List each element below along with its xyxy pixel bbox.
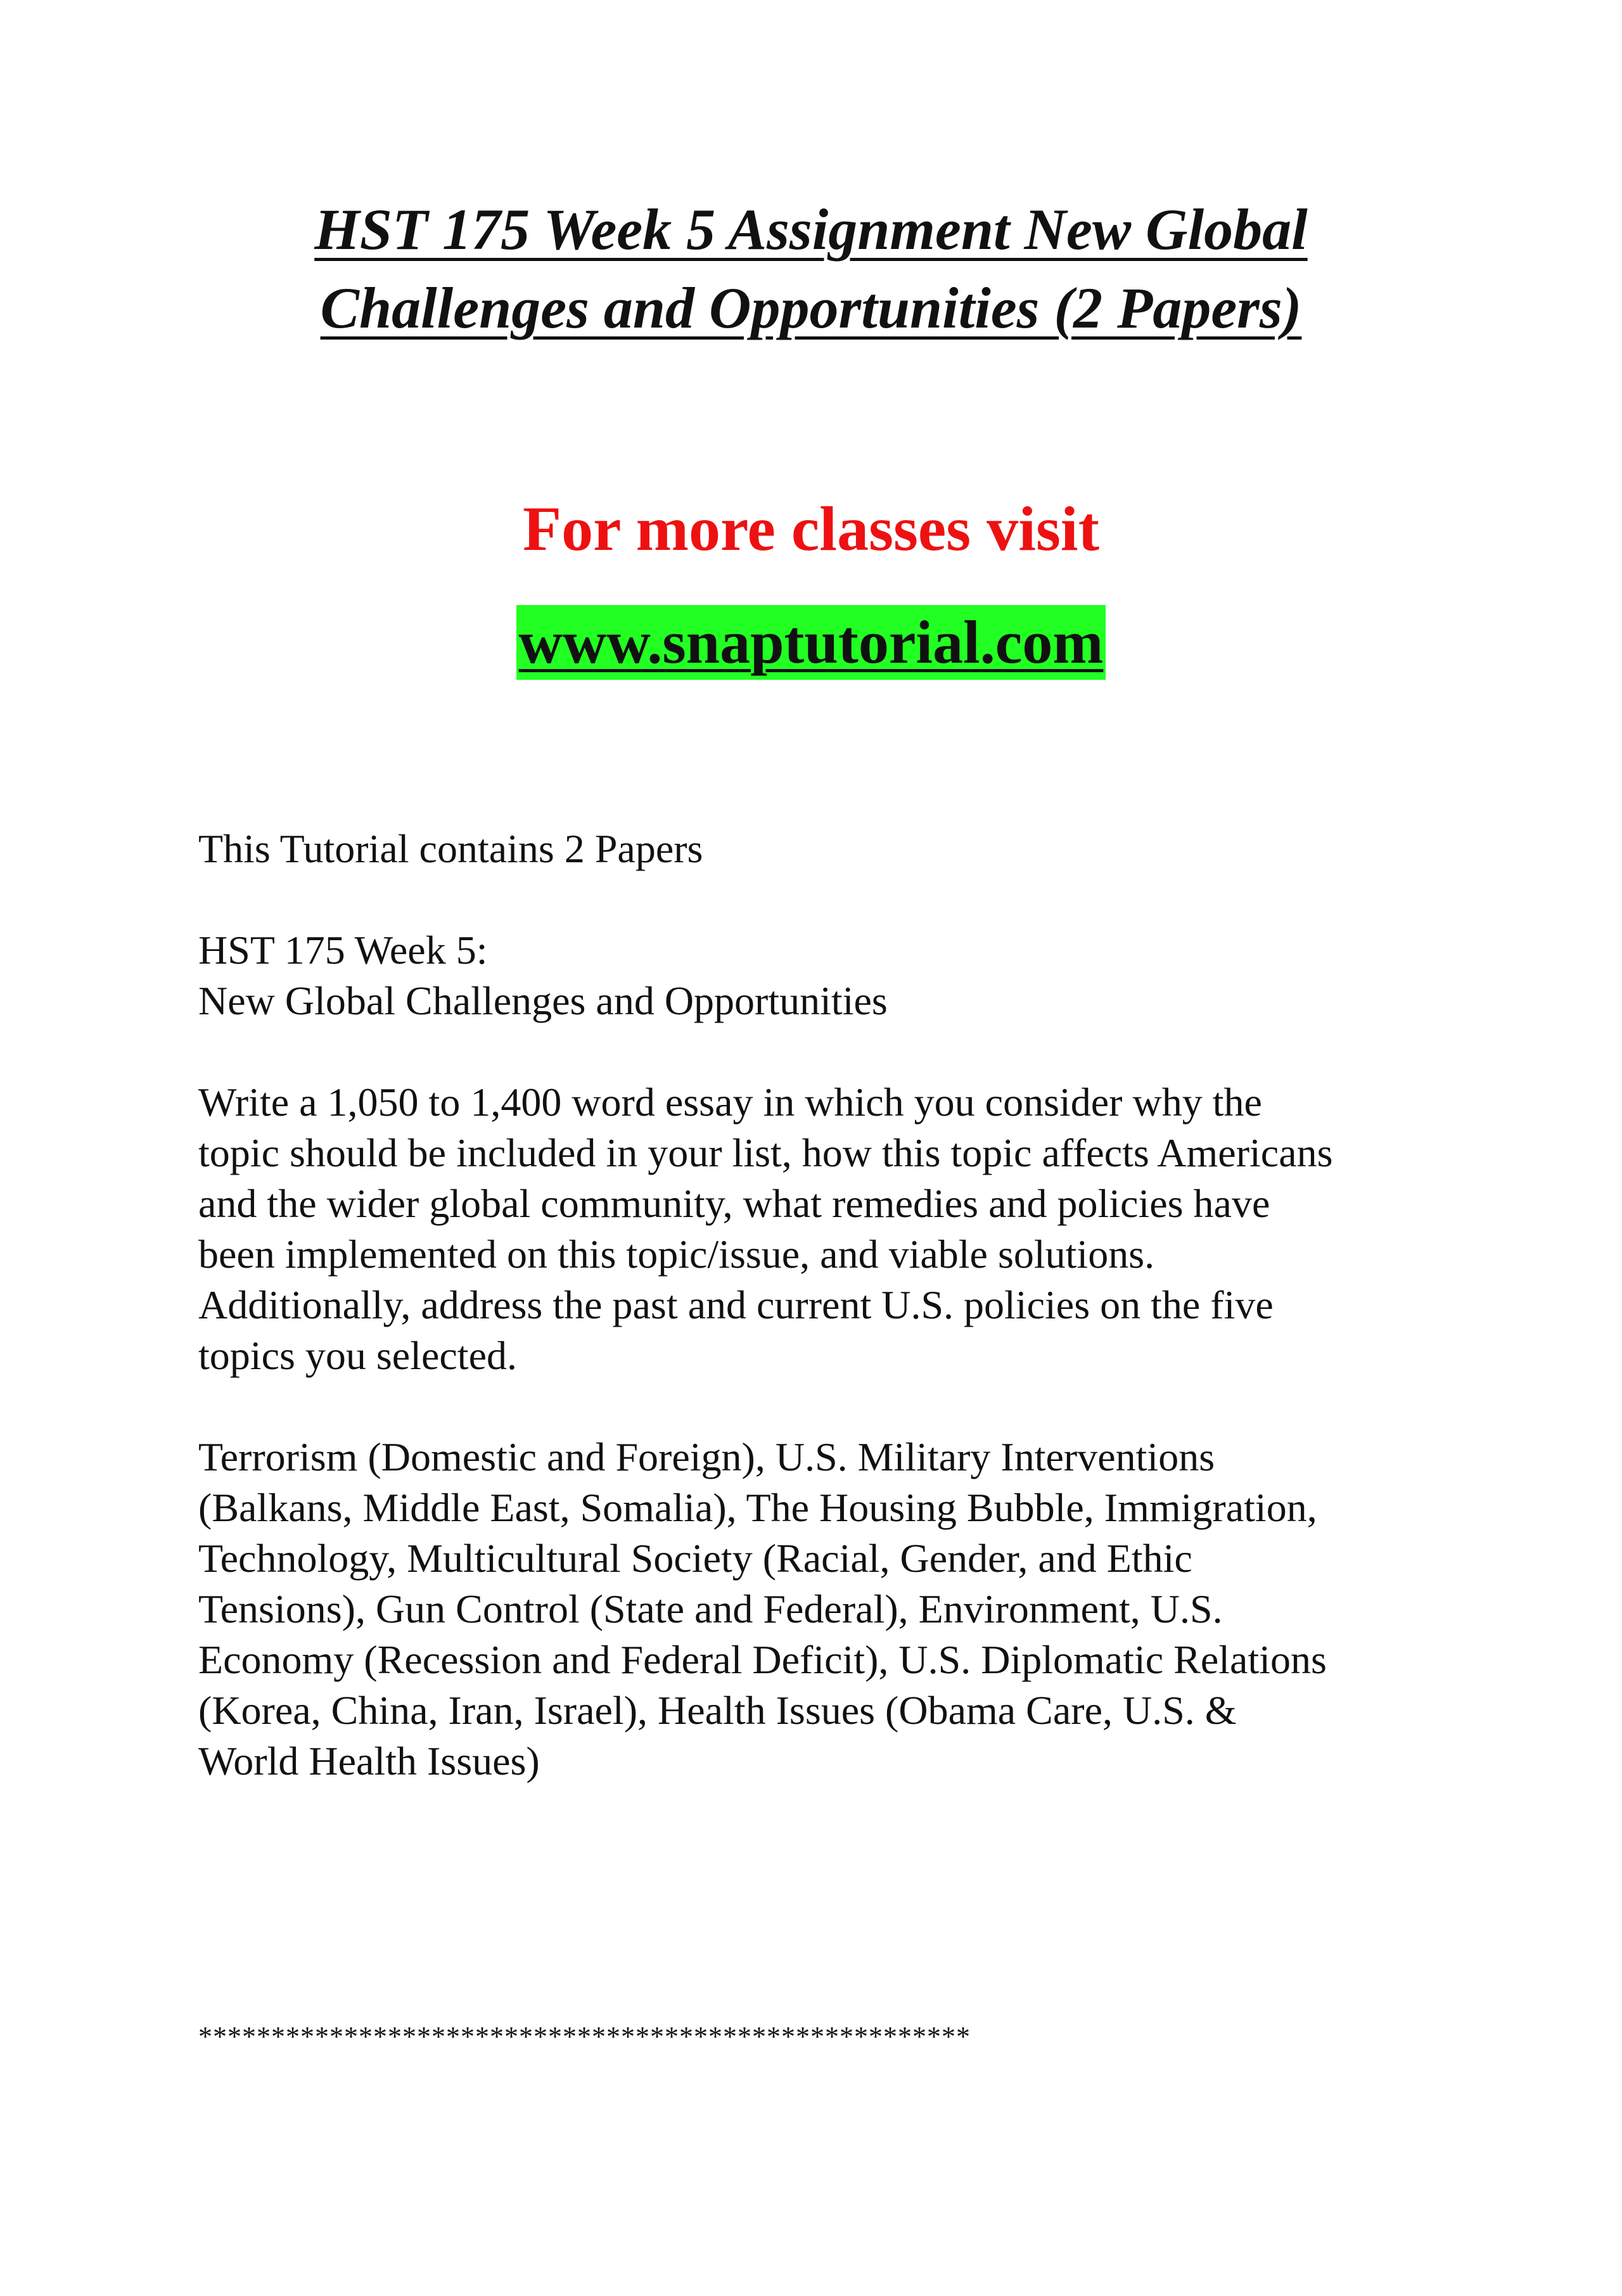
topics-line: Tensions), Gun Control (State and Federal), Environment, U.S.	[198, 1586, 1223, 1631]
document-title	[127, 190, 1495, 347]
title-line-2: Challenges and Opportunities (2 Papers)	[320, 276, 1302, 340]
topics-line: Technology, Multicultural Society (Racial, Gender, and Ethic	[198, 1536, 1192, 1581]
instructions-line: topic should be included in your list, how this topic affects Americans	[198, 1130, 1333, 1175]
topics-paragraph	[198, 1432, 1453, 1787]
promo-link-container	[127, 605, 1495, 680]
website-link[interactable]: www.snaptutorial.com	[516, 605, 1106, 680]
separator-line: *****************************************************	[198, 2021, 971, 2052]
heading-line-1: HST 175 Week 5:	[198, 928, 488, 973]
document-body	[198, 824, 1453, 1837]
topics-line: Terrorism (Domestic and Foreign), U.S. Military Interventions	[198, 1434, 1215, 1479]
instructions-paragraph	[198, 1077, 1453, 1381]
topics-line: World Health Issues)	[198, 1738, 540, 1783]
title-line-1: HST 175 Week 5 Assignment New Global	[314, 197, 1308, 262]
instructions-line: been implemented on this topic/issue, and viable solutions.	[198, 1232, 1155, 1277]
topics-line: (Korea, China, Iran, Israel), Health Issues (Obama Care, U.S. &	[198, 1688, 1237, 1733]
promo-text: For more classes visit	[522, 494, 1099, 564]
instructions-line: topics you selected.	[198, 1333, 517, 1378]
heading-line-2: New Global Challenges and Opportunities	[198, 978, 888, 1023]
instructions-line: Write a 1,050 to 1,400 word essay in which you consider why the	[198, 1080, 1262, 1125]
topics-line: Economy (Recession and Federal Deficit), U.S. Diplomatic Relations	[198, 1637, 1327, 1682]
intro-paragraph: This Tutorial contains 2 Papers	[198, 826, 703, 871]
instructions-line: and the wider global community, what remedies and policies have	[198, 1181, 1270, 1226]
assignment-heading	[198, 925, 1453, 1026]
instructions-line: Additionally, address the past and current U.S. policies on the five	[198, 1282, 1274, 1327]
topics-line: (Balkans, Middle East, Somalia), The Housing Bubble, Immigration,	[198, 1485, 1317, 1530]
